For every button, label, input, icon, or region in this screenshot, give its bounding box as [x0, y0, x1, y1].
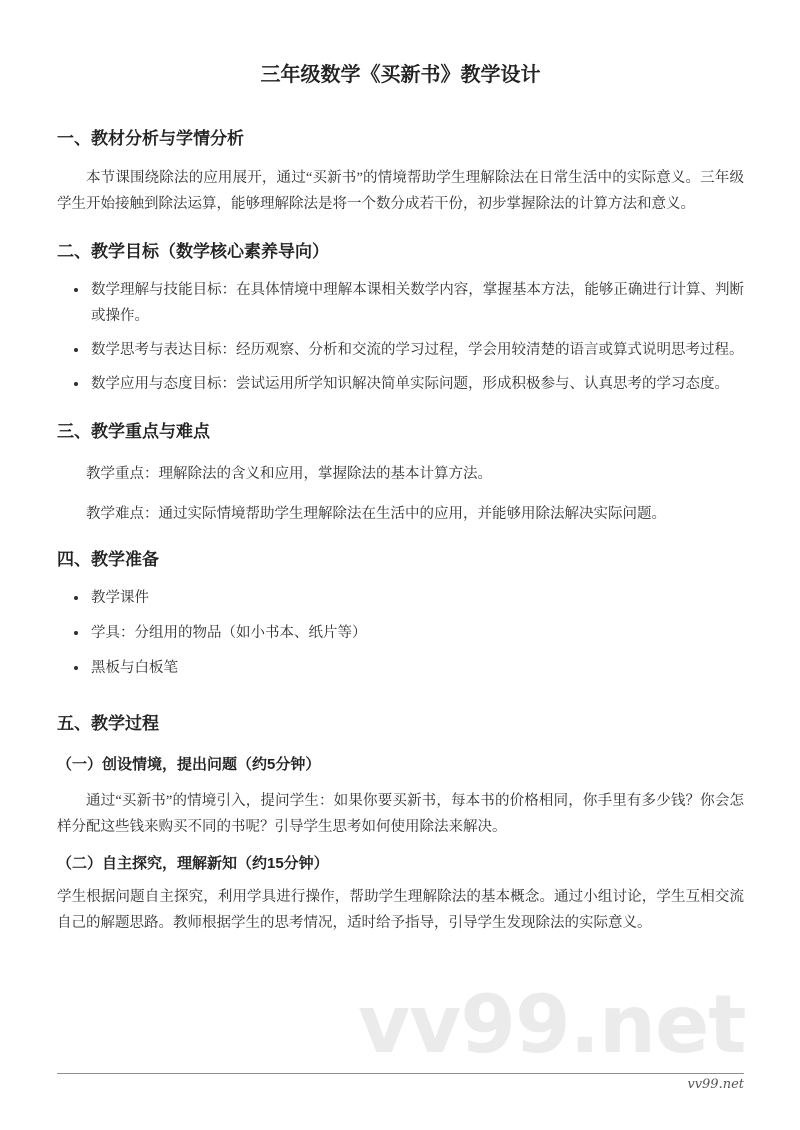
list-item: • 学具：分组用的物品（如小书本、纸片等）	[89, 620, 744, 646]
keypoint-paragraph: 教学重点：理解除法的含义和应用，掌握除法的基本计算方法。	[86, 466, 492, 482]
section-heading-preparation: 四、教学准备	[57, 550, 159, 569]
page-footer	[57, 1073, 744, 1093]
preparation-list	[57, 585, 744, 681]
document-title: 三年级数学《买新书》教学设计	[260, 64, 541, 86]
list-item: • 教学课件	[89, 585, 744, 611]
analysis-paragraph: 本节课围绕除法的应用展开，通过“买新书”的情境帮助学生理解除法在日常生活中的实际意义。三年级学生开始接触到除法运算，能够理解除法是将一个数分成若干份，初步掌握除法的计算方法和意义。	[57, 170, 744, 212]
exploration-paragraph: 学生根据问题自主探究，利用学具进行操作，帮助学生理解除法的基本概念。通过小组讨论，学生互相交流自己的解题思路。教师根据学生的思考情况，适时给予指导，引导学生发现除法的实际意义。	[57, 889, 744, 931]
subsection-heading-exploration: （二）自主探究，理解新知（约15分钟）	[57, 855, 329, 872]
footer-credit: vv99.net	[687, 1077, 744, 1092]
section-heading-process: 五、教学过程	[57, 714, 159, 733]
watermark-text: vv99.net	[358, 978, 746, 1071]
list-item: • 黑板与白板笔	[89, 655, 744, 681]
difficulty-paragraph: 教学难点：通过实际情境帮助学生理解除法在生活中的应用，并能够用除法解决实际问题。	[86, 506, 666, 522]
goals-list	[57, 277, 744, 397]
section-heading-analysis: 一、教材分析与学情分析	[57, 129, 244, 148]
list-item: • 数学理解与技能目标：在具体情境中理解本课相关数学内容，掌握基本方法，能够正确进行计算、判断或操作。	[89, 277, 744, 329]
section-heading-goals: 二、教学目标（数学核心素养导向）	[57, 242, 329, 261]
list-item: • 数学思考与表达目标：经历观察、分析和交流的学习过程，学会用较清楚的语言或算式说明思考过程。	[89, 337, 744, 363]
section-heading-keypoints: 三、教学重点与难点	[57, 422, 210, 441]
subsection-heading-situation: （一）创设情境，提出问题（约5分钟）	[57, 756, 321, 773]
list-item: • 数学应用与态度目标：尝试运用所学知识解决简单实际问题，形成积极参与、认真思考的学习态度。	[89, 371, 744, 397]
situation-paragraph: 通过“买新书”的情境引入，提问学生：如果你要买新书，每本书的价格相同，你手里有多少钱？你会怎样分配这些钱来购买不同的书呢？引导学生思考如何使用除法来解决。	[57, 793, 744, 835]
